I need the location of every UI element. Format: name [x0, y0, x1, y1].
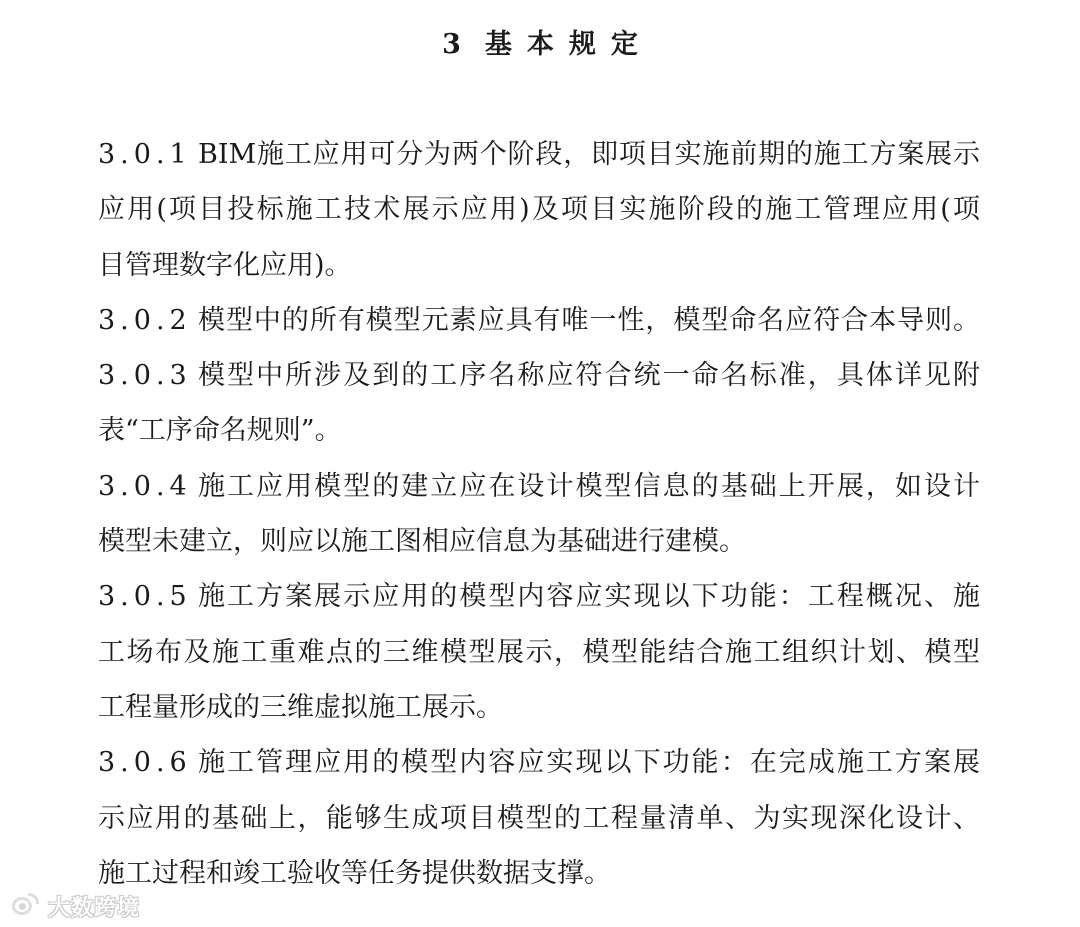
- clause-3-0-2-line: [98, 293, 980, 348]
- clause-3-0-6-line: [98, 735, 980, 790]
- clause-3-0-3-line: [98, 403, 980, 458]
- clause-3-0-3-line: [98, 348, 980, 403]
- clause-number: 3.0.3: [98, 360, 192, 392]
- section-number: 3: [442, 29, 461, 60]
- clause-text: 表“工序命名规则”。: [98, 415, 342, 447]
- clause-text: 施工管理应用的模型内容应实现以下功能：在完成施工方案展: [198, 747, 980, 779]
- clause-text: 施工方案展示应用的模型内容应实现以下功能：工程概况、施: [198, 581, 980, 613]
- clause-number: 3.0.1: [98, 139, 192, 170]
- clause-list: [98, 127, 980, 901]
- clause-text: 应用(项目投标施工技术展示应用)及项目实施阶段的施工管理应用(项: [98, 194, 980, 226]
- clause-number: 3.0.4: [98, 470, 192, 502]
- clause-3-0-6-line: [98, 791, 980, 846]
- clause-3-0-5-line: [98, 625, 980, 680]
- clause-number: 3.0.5: [98, 581, 192, 613]
- clause-number: 3.0.6: [98, 747, 192, 779]
- clause-3-0-6-line: [98, 846, 980, 901]
- clause-3-0-4-line: [98, 459, 980, 514]
- clause-3-0-5-line: [98, 569, 980, 624]
- clause-text: 目管理数字化应用)。: [98, 249, 352, 281]
- clause-text: 模型中的所有模型元素应具有唯一性，模型命名应符合本导则。: [198, 304, 980, 336]
- clause-3-0-1-line: [98, 127, 980, 182]
- clause-text: BIM施工应用可分为两个阶段，即项目实施前期的施工方案展示: [198, 139, 980, 170]
- clause-text: 工程量形成的三维虚拟施工展示。: [98, 691, 503, 723]
- section-heading: [0, 24, 1080, 66]
- clause-text: 模型中所涉及到的工序名称应符合统一命名标准，具体详见附: [198, 360, 980, 392]
- clause-text: 工场布及施工重难点的三维模型展示，模型能结合施工组织计划、模型: [98, 636, 980, 668]
- section-title: 基本规定: [484, 29, 653, 60]
- clause-text: 示应用的基础上，能够生成项目模型的工程量清单、为实现深化设计、: [98, 802, 980, 834]
- watermark-logo-icon: [10, 893, 40, 919]
- clause-number: 3.0.2: [98, 304, 192, 336]
- clause-text: 施工应用模型的建立应在设计模型信息的基础上开展，如设计: [198, 470, 980, 502]
- clause-3-0-1-line: [98, 238, 980, 293]
- clause-text: 施工过程和竣工验收等任务提供数据支撑。: [98, 857, 611, 889]
- watermark-text: 大数跨境: [48, 895, 141, 921]
- clause-3-0-5-line: [98, 680, 980, 735]
- clause-3-0-1-line: [98, 182, 980, 237]
- clause-3-0-4-line: [98, 514, 980, 569]
- watermark: [10, 889, 140, 923]
- clause-text: 模型未建立，则应以施工图相应信息为基础进行建模。: [98, 526, 746, 558]
